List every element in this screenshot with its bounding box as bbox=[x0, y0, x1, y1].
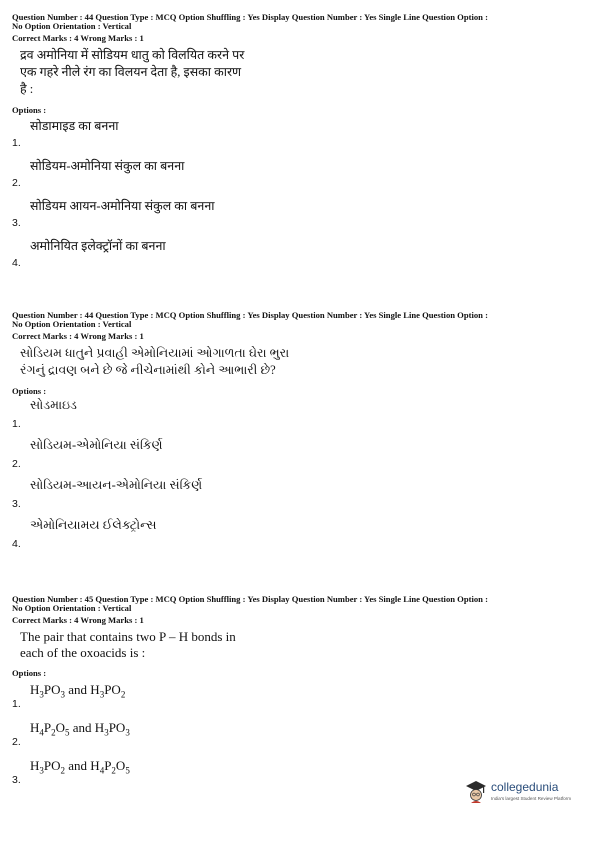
question-meta: Question Number : 45 Question Type : MCQ Option Shuffling : Yes Display Question Number : Yes Single Line Question Option : bbox=[12, 594, 488, 604]
option-text: $H_3PO_2$ and $H_4P_2O_5$ bbox=[30, 757, 130, 776]
options-label: Options : bbox=[12, 385, 47, 396]
option-text: सोडियम-अमोनिया संकुल का बनना bbox=[30, 158, 185, 173]
question-meta-cont: No Option Orientation : Vertical bbox=[12, 603, 132, 614]
marks-info: Correct Marks : 4 Wrong Marks : 1 bbox=[12, 33, 144, 44]
marks-info: Correct Marks : 4 Wrong Marks : 1 bbox=[12, 615, 144, 626]
option-2[interactable] bbox=[12, 436, 587, 476]
option-1[interactable] bbox=[12, 678, 587, 716]
option-text: सोडियम आयन-अमोनिया संकुल का बनना bbox=[30, 198, 215, 213]
option-number: 2. bbox=[12, 176, 21, 189]
option-number: 2. bbox=[12, 457, 21, 470]
option-3[interactable] bbox=[12, 195, 587, 235]
option-number: 1. bbox=[12, 136, 21, 149]
option-number: 3. bbox=[12, 497, 21, 510]
option-text: $H_3PO_3$ and $H_3PO_2$ bbox=[30, 681, 126, 700]
collegedunia-logo bbox=[465, 776, 581, 812]
option-number: 3. bbox=[12, 773, 21, 786]
option-2[interactable] bbox=[12, 716, 587, 754]
option-4[interactable] bbox=[12, 516, 587, 556]
option-number: 4. bbox=[12, 256, 21, 269]
option-number: 1. bbox=[12, 697, 21, 710]
question-meta: Question Number : 44 Question Type : MCQ Option Shuffling : Yes Display Question Number : Yes Single Line Question Option : bbox=[12, 12, 488, 22]
graduate-cap-icon bbox=[465, 778, 487, 804]
option-1[interactable] bbox=[12, 115, 587, 155]
option-4[interactable] bbox=[12, 235, 587, 275]
question-block-2 bbox=[12, 311, 587, 556]
option-1[interactable] bbox=[12, 396, 587, 436]
question-meta-cont: No Option Orientation : Vertical bbox=[12, 319, 132, 330]
option-3[interactable] bbox=[12, 476, 587, 516]
question-text-line: સોડિયમ ધાતુને પ્રવાહી એમોનિયામાં ઓગાળતા ઘેરા ભુરા bbox=[20, 345, 290, 360]
option-text: સોડિયમ-આયન-એમોનિયા સંકિર્ણ bbox=[30, 477, 203, 492]
question-text bbox=[20, 345, 587, 379]
marks-info: Correct Marks : 4 Wrong Marks : 1 bbox=[12, 331, 144, 342]
option-2[interactable] bbox=[12, 155, 587, 195]
logo-name: collegedunia bbox=[491, 780, 559, 794]
question-text bbox=[20, 629, 587, 661]
question-block-3 bbox=[12, 595, 587, 792]
question-text-line: एक गहरे नीले रंग का विलयन देता है, इसका कारण bbox=[20, 64, 242, 79]
question-text-line: each of the oxoacids is : bbox=[20, 644, 146, 660]
option-number: 4. bbox=[12, 537, 21, 550]
option-text: સોડિયમ-એમોનિયા સંકિર્ણ bbox=[30, 437, 163, 452]
logo-tagline: India's largest Student Review Platform bbox=[491, 796, 572, 801]
question-text-line: द्रव अमोनिया में सोडियम धातु को विलयित करने पर bbox=[20, 47, 245, 62]
option-text: अमोनियित इलेक्ट्रॉनों का बनना bbox=[30, 238, 166, 253]
option-number: 3. bbox=[12, 216, 21, 229]
option-number: 2. bbox=[12, 735, 21, 748]
option-number: 1. bbox=[12, 417, 21, 430]
option-text: $H_4P_2O_5$ and $H_3PO_3$ bbox=[30, 719, 130, 738]
option-text: એમોનિયામય ઈલેક્ટ્રોન્સ bbox=[30, 517, 157, 532]
question-text-line: है : bbox=[20, 81, 34, 96]
question-text-line: રંગનું દ્રાવણ બને છે જે નીચેનામાંથી કોને આભારી છે? bbox=[20, 362, 276, 377]
question-text-line: The pair that contains two P – H bonds in bbox=[20, 628, 236, 644]
question-text bbox=[20, 47, 587, 98]
options-label: Options : bbox=[12, 667, 47, 678]
option-text: સોડમાઇડ bbox=[30, 397, 77, 412]
option-text: सोडामाइड का बनना bbox=[30, 118, 119, 133]
options-label: Options : bbox=[12, 104, 47, 115]
question-meta: Question Number : 44 Question Type : MCQ Option Shuffling : Yes Display Question Number : Yes Single Line Question Option : bbox=[12, 310, 488, 320]
question-block-1 bbox=[12, 13, 587, 275]
question-meta-cont: No Option Orientation : Vertical bbox=[12, 21, 132, 32]
